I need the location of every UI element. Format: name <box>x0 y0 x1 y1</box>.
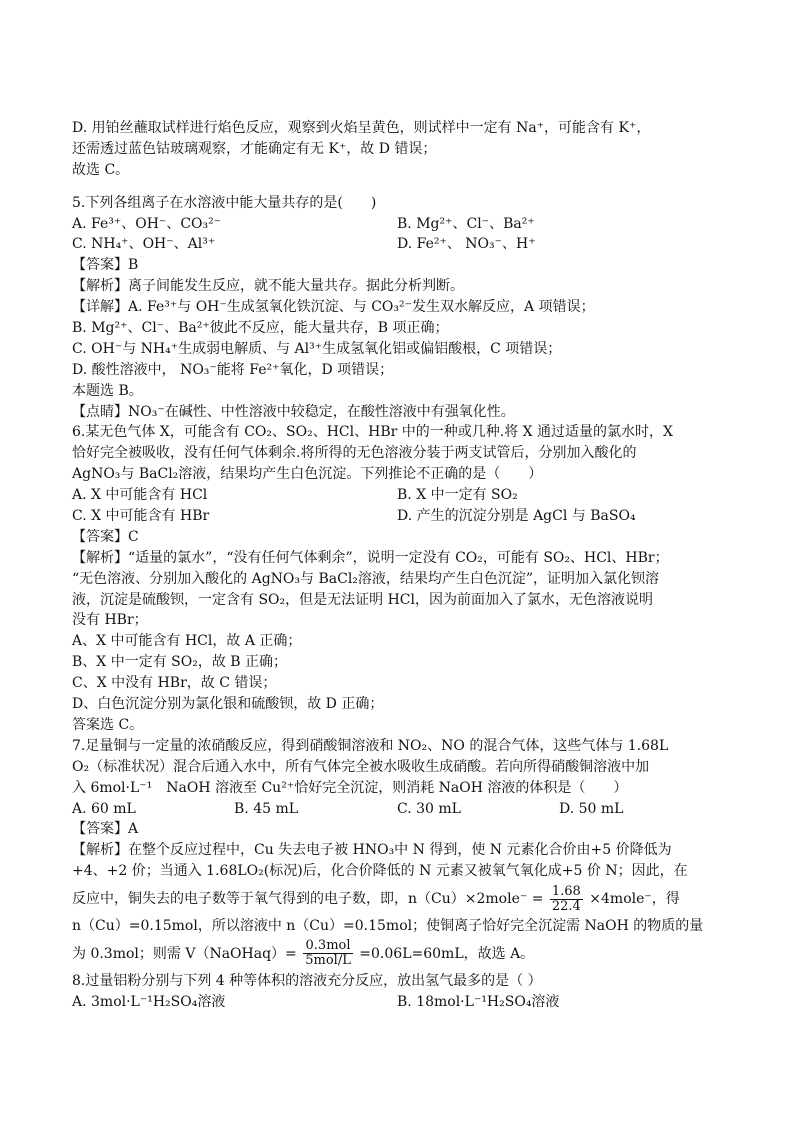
options-row <box>72 506 722 527</box>
options-row <box>72 799 722 820</box>
question-7-stem: 7.足量铜与一定量的浓硝酸反应，得到硝酸铜溶液和 NO₂、NO 的混合气体，这些气体与 1.68L <box>72 737 669 754</box>
fraction-denominator: 22.4 <box>551 898 581 914</box>
option-b: B. 45 mL <box>234 800 299 817</box>
text-line: 故选 C。 <box>72 161 130 178</box>
analysis: B、X 中一定有 SO₂，故 B 正确； <box>72 654 288 671</box>
option-b: B. X 中一定有 SO₂ <box>397 487 518 504</box>
option-d: D. Fe²⁺、 NO₃⁻、H⁺ <box>397 236 536 253</box>
analysis: 答案选 C。 <box>72 716 144 733</box>
question-5-stem: 5.下列各组离子在水溶液中能大量共存的是( ) <box>72 194 377 211</box>
analysis: 没有 HBr； <box>72 612 148 629</box>
question-6-stem: 恰好完全被吸收，没有任何气体剩余.将所得的无色溶液分装于两支试管后，分别加入酸化的 <box>72 445 637 462</box>
option-c: C. X 中可能含有 HBr <box>72 508 210 525</box>
analysis: n（Cu）=0.15mol，所以溶液中 n（Cu）=0.15mol；使铜离子恰好完全沉淀需 NaOH 的物质的量 <box>72 918 704 935</box>
question-8-stem: 8.过量铝粉分别与下列 4 种等体积的溶液充分反应，放出氢气最多的是（ ） <box>72 972 542 989</box>
text-line: 还需透过蓝色钴玻璃观察，才能确定有无 K⁺，故 D 错误； <box>72 140 437 157</box>
answer: 【答案】B <box>72 257 139 274</box>
question-6-stem: 6.某无色气体 X，可能含有 CO₂、SO₂、HCl、HBr 中的一种或几种.将 X 通过适量的氯水时，X <box>72 424 674 441</box>
option-a: A. 60 mL <box>72 800 136 817</box>
options-row <box>72 992 722 1013</box>
options-row <box>72 214 722 235</box>
option-c: C. 30 mL <box>397 800 461 817</box>
analysis: “无色溶液、分别加入酸化的 AgNO₃与 BaCl₂溶液，结果均产生白色沉淀”，证明加入氯化钡溶 <box>72 570 660 587</box>
analysis: 【解析】离子间能发生反应，就不能大量共存。据此分析判断。 <box>72 278 464 295</box>
answer: 【答案】A <box>72 821 139 838</box>
fraction <box>550 885 583 914</box>
analysis: D、白色沉淀分别为氯化银和硫酸钡，故 D 正确； <box>72 696 384 713</box>
option-d: D. 产生的沉淀分别是 AgCl 与 BaSO₄ <box>397 508 636 525</box>
fraction <box>303 939 353 968</box>
analysis: 液，沉淀是硫酸钡，一定含有 SO₂，但是无法证明 HCl，因为前面加入了氯水，无色溶液说明 <box>72 591 653 608</box>
analysis: 【解析】“适量的氯水”，“没有任何气体剩余”，说明一定没有 CO₂，可能有 SO₂、HCl、HBr； <box>72 549 669 566</box>
note: 【点睛】NO₃⁻在碱性、中性溶液中较稳定，在酸性溶液中有强氧化性。 <box>72 403 515 420</box>
answer: 【答案】C <box>72 528 139 545</box>
option-d: D. 50 mL <box>559 800 624 817</box>
analysis-with-fraction <box>72 882 722 916</box>
option-b: B. 18mol·L⁻¹H₂SO₄溶液 <box>397 993 560 1010</box>
question-7-stem: 入 6mol·L⁻¹ NaOH 溶液至 Cu²⁺恰好完全沉淀，则消耗 NaOH 溶液的体积是（ ） <box>72 779 628 796</box>
detail: B. Mg²⁺、Cl⁻、Ba²⁺彼此不反应，能大量共存，B 项正确； <box>72 320 449 337</box>
analysis: +4、+2 价；当通入 1.68LO₂(标况)后，化合价降低的 N 元素又被氧气氧化成+5 价 N；因此，在 <box>72 863 688 880</box>
option-a: A. Fe³⁺、OH⁻、CO₃²⁻ <box>72 215 222 232</box>
options-row <box>72 485 722 506</box>
text-line: D. 用铂丝蘸取试样进行焰色反应，观察到火焰呈黄色，则试样中一定有 Na⁺，可能含有 K⁺， <box>72 120 651 136</box>
option-a: A. X 中可能含有 HCl <box>72 487 208 504</box>
fraction-numerator: 0.3mol <box>303 939 353 954</box>
option-c: C. NH₄⁺、OH⁻、Al³⁺ <box>72 236 216 253</box>
fraction-numerator: 1.68 <box>551 883 581 899</box>
question-7-stem: O₂（标准状况）混合后通入水中，所有气体完全被水吸收生成硝酸。若向所得硝酸铜溶液中加 <box>72 758 650 775</box>
options-row <box>72 234 722 255</box>
analysis-text: 为 0.3mol；则需 V（NaOHaq）= <box>72 945 297 962</box>
analysis-text: ×4mole⁻，得 <box>589 891 680 908</box>
analysis-text: 反应中，铜失去的电子数等于氧气得到的电子数，即，n（Cu）×2mole⁻ = <box>72 891 544 908</box>
fraction-denominator: 5mol/L <box>305 953 351 969</box>
document-page <box>72 118 722 1013</box>
analysis: C、X 中没有 HBr，故 C 错误； <box>72 675 277 692</box>
analysis-text: =0.06L=60mL，故选 A。 <box>359 945 535 962</box>
option-a: A. 3mol·L⁻¹H₂SO₄溶液 <box>72 993 226 1010</box>
detail: C. OH⁻与 NH₄⁺生成弱电解质、与 Al³⁺生成氢氧化铝或偏铝酸根，C 项错误； <box>72 340 562 357</box>
question-6-stem: AgNO₃与 BaCl₂溶液，结果均产生白色沉淀。下列推论不正确的是（ ） <box>72 466 543 483</box>
option-b: B. Mg²⁺、Cl⁻、Ba²⁺ <box>397 215 535 232</box>
detail: 本题选 B。 <box>72 382 143 399</box>
analysis: 【解析】在整个反应过程中，Cu 失去电子被 HNO₃中 N 得到，使 N 元素化合价由+5 价降低为 <box>72 842 672 859</box>
detail: 【详解】A. Fe³⁺与 OH⁻生成氢氧化铁沉淀、与 CO₃²⁻发生双水解反应，A 项错误； <box>72 299 595 316</box>
detail: D. 酸性溶液中， NO₃⁻能将 Fe²⁺氧化，D 项错误； <box>72 361 394 378</box>
analysis: A、X 中可能含有 HCl，故 A 正确； <box>72 633 302 650</box>
analysis-with-fraction <box>72 937 722 971</box>
